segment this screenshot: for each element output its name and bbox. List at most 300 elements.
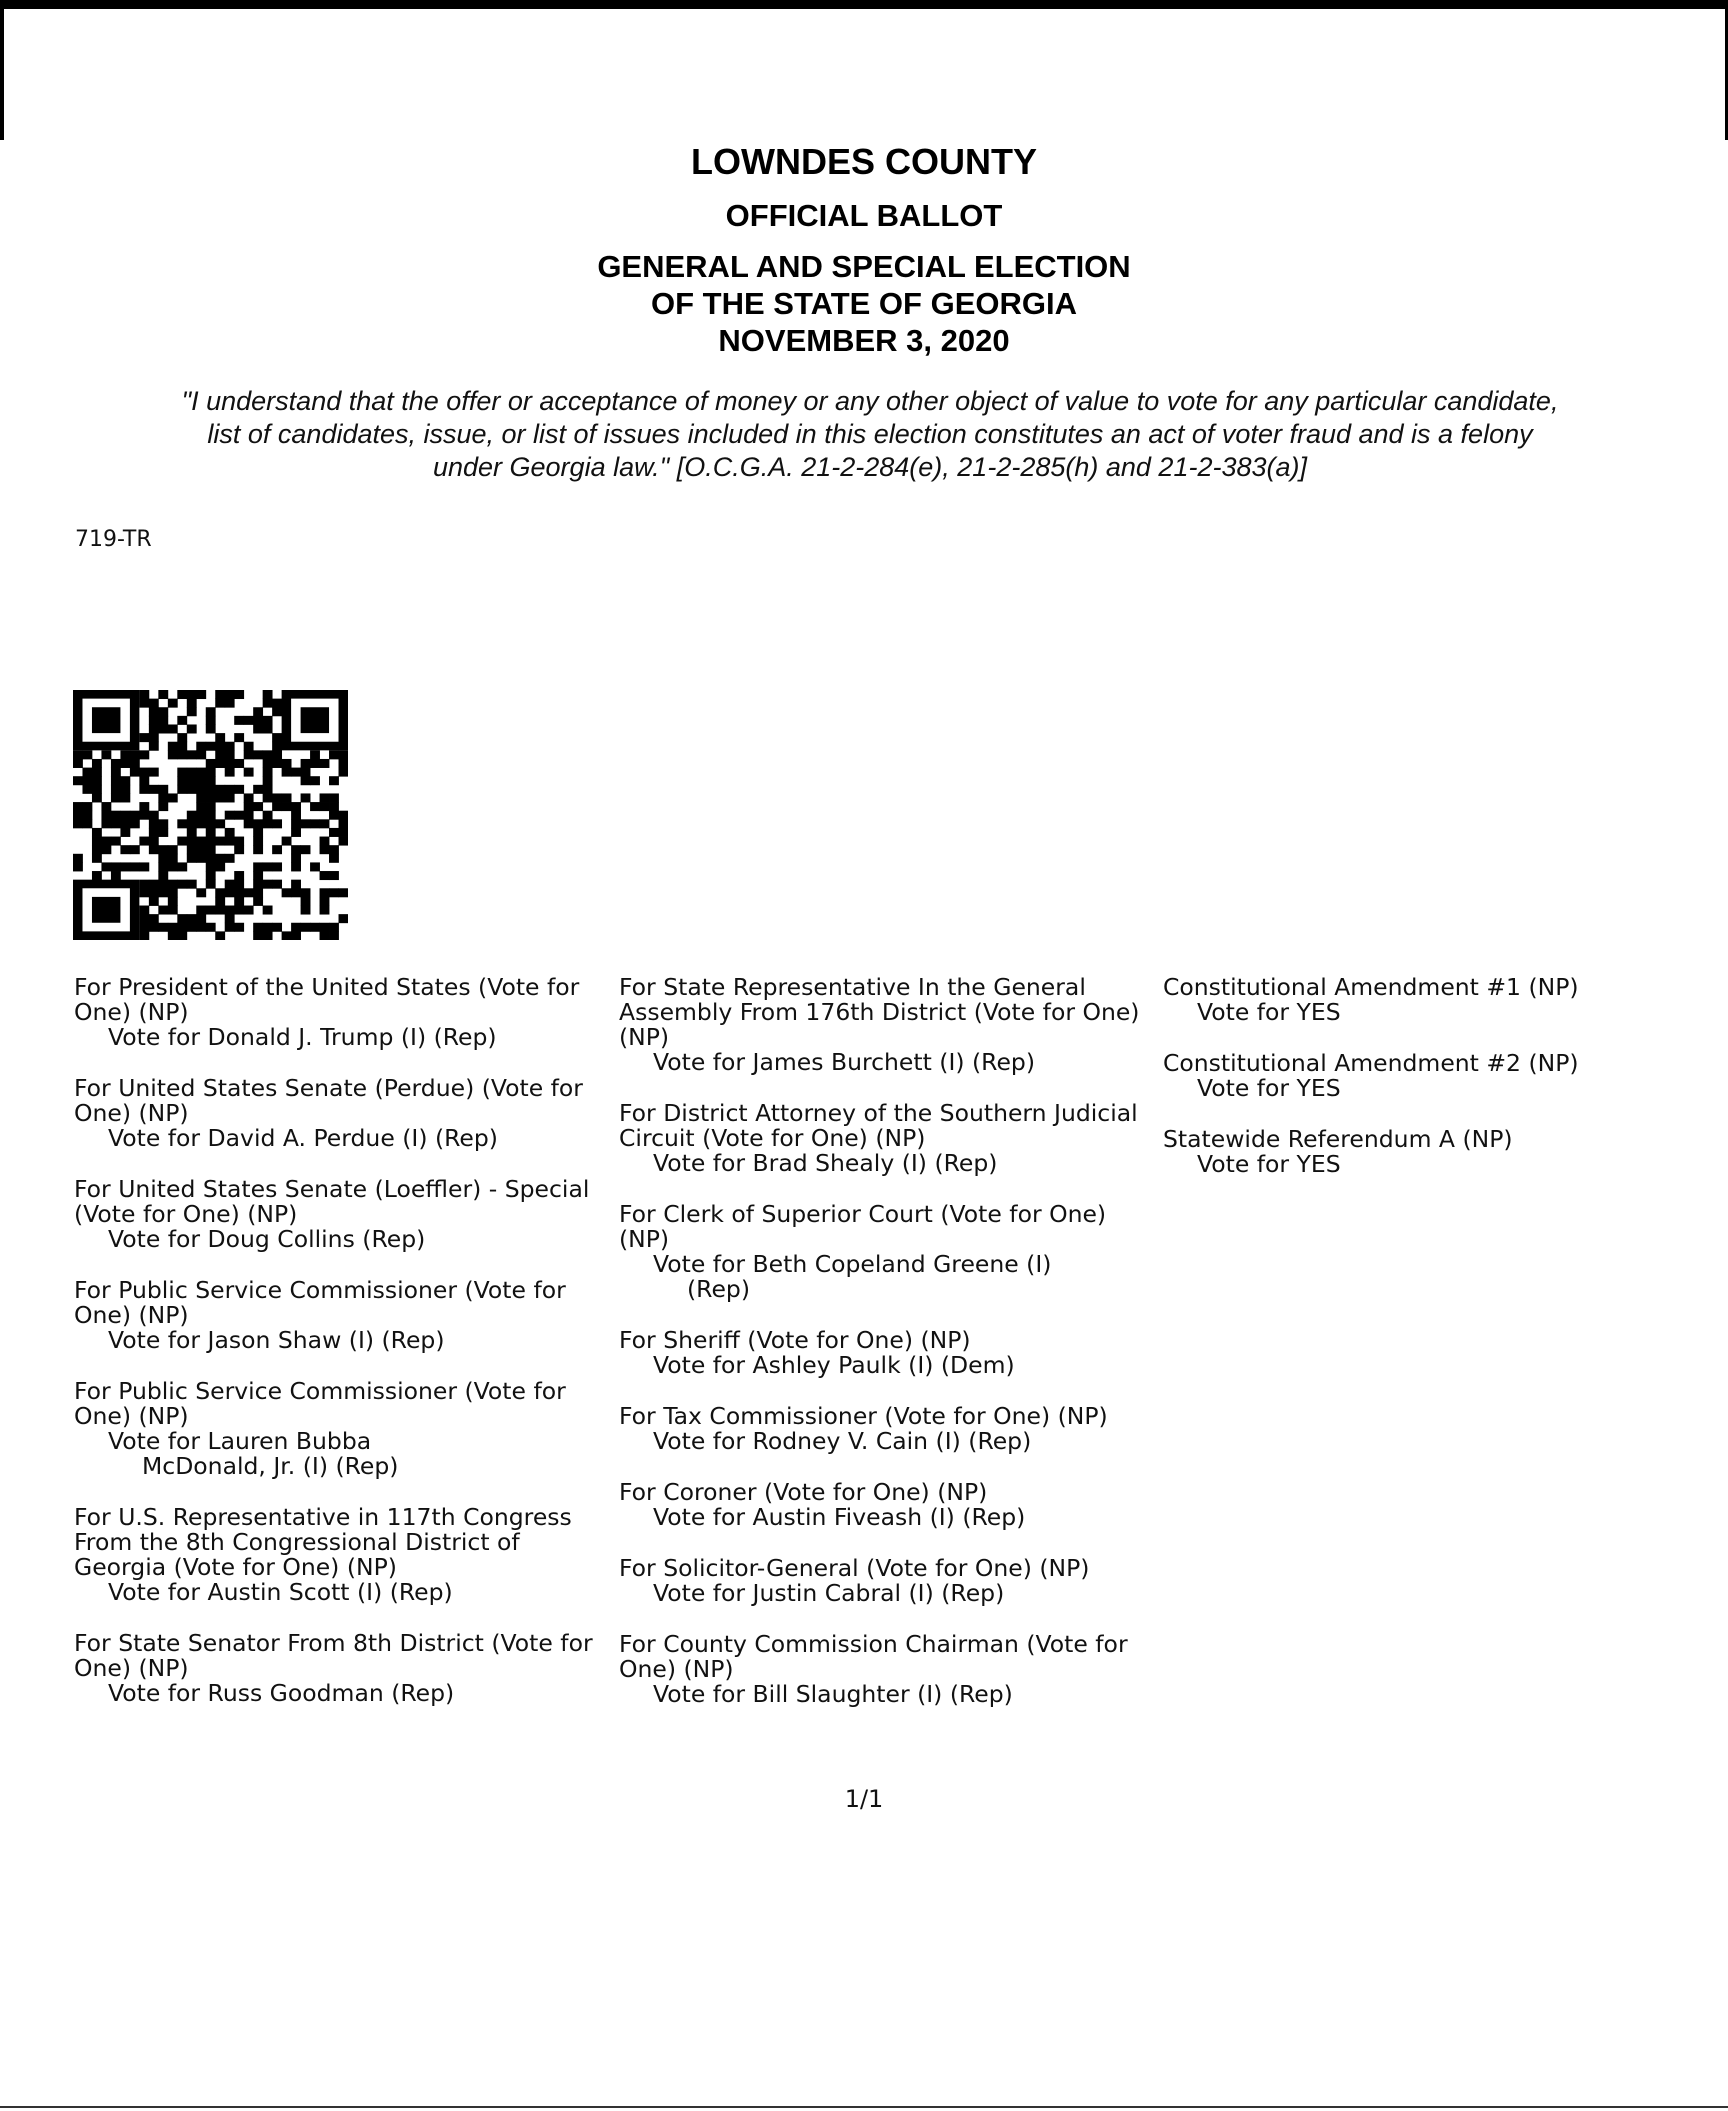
- contest-selection: Vote for David A. Perdue (I) (Rep): [108, 1124, 498, 1152]
- qr-module: [177, 690, 187, 699]
- qr-module: [120, 862, 130, 871]
- qr-module: [215, 733, 225, 742]
- qr-module: [234, 837, 244, 846]
- qr-module: [272, 923, 282, 932]
- qr-module: [320, 897, 330, 906]
- contest-title: For District Attorney of the Southern Judicial Circuit (Vote for One) (NP): [619, 1099, 1138, 1152]
- qr-module: [73, 759, 83, 768]
- qr-module: [225, 888, 235, 897]
- qr-module: [73, 862, 83, 871]
- contest-selection-continued: McDonald, Jr. (I) (Rep): [142, 1452, 399, 1480]
- qr-module: [187, 828, 197, 837]
- voter-fraud-statement: [60, 385, 1680, 484]
- ballot-code: 719-TR: [75, 527, 152, 552]
- qr-module: [225, 880, 235, 889]
- qr-module: [206, 871, 216, 880]
- election-date: NOVEMBER 3, 2020: [718, 323, 1010, 358]
- qr-module: [206, 837, 216, 846]
- qr-module: [120, 828, 130, 837]
- qr-module: [196, 923, 206, 932]
- qr-module: [234, 888, 244, 897]
- qr-module: [187, 837, 197, 846]
- qr-module: [206, 707, 216, 716]
- qr-module: [253, 931, 263, 940]
- qr-module: [329, 802, 339, 811]
- qr-module: [120, 793, 130, 802]
- qr-module: [225, 906, 235, 915]
- qr-module: [177, 768, 187, 777]
- qr-module: [130, 768, 140, 777]
- qr-module: [320, 819, 330, 828]
- qr-module: [263, 750, 273, 759]
- contest-title: Constitutional Amendment #2 (NP): [1163, 1049, 1579, 1077]
- qr-module: [73, 819, 83, 828]
- qr-module: [234, 906, 244, 915]
- qr-module: [187, 811, 197, 820]
- contest-title: For Public Service Commissioner (Vote for One) (NP): [74, 1276, 566, 1329]
- qr-module: [234, 733, 244, 742]
- qr-module: [168, 931, 178, 940]
- qr-module: [339, 759, 348, 768]
- qr-module: [158, 828, 168, 837]
- contest-selection: Vote for Austin Fiveash (I) (Rep): [653, 1503, 1026, 1531]
- page-number: 1/1: [844, 1785, 884, 1813]
- qr-module: [73, 854, 83, 863]
- qr-module: [187, 707, 197, 716]
- qr-module: [282, 793, 292, 802]
- qr-module: [111, 837, 121, 846]
- qr-module: [177, 750, 187, 759]
- qr-module: [244, 742, 254, 751]
- oath-line-1: "I understand that the offer or acceptance of money or any other object of value to vote for any particular candidate,: [181, 386, 1559, 416]
- contest-selection: Vote for Beth Copeland Greene (I): [653, 1250, 1052, 1278]
- qr-module: [120, 819, 130, 828]
- qr-module: [196, 845, 206, 854]
- qr-module: [177, 733, 187, 742]
- qr-module: [301, 906, 311, 915]
- election-name-line2: OF THE STATE OF GEORGIA: [651, 286, 1077, 321]
- qr-module: [263, 923, 273, 932]
- contest-item: [619, 1101, 1159, 1176]
- qr-module: [206, 776, 216, 785]
- qr-module: [139, 776, 149, 785]
- qr-module: [206, 768, 216, 777]
- qr-module: [139, 690, 149, 699]
- qr-module: [187, 785, 197, 794]
- qr-module: [101, 802, 111, 811]
- qr-module: [282, 768, 292, 777]
- qr-module: [215, 862, 225, 871]
- contest-column-3: [1163, 975, 1703, 1203]
- qr-module: [234, 897, 244, 906]
- qr-module: [244, 802, 254, 811]
- qr-module: [244, 819, 254, 828]
- qr-module: [168, 897, 178, 906]
- contest-selection: Vote for Donald J. Trump (I) (Rep): [108, 1023, 497, 1051]
- qr-module: [206, 819, 216, 828]
- qr-module: [196, 690, 206, 699]
- qr-module: [196, 785, 206, 794]
- qr-module: [339, 837, 348, 846]
- qr-module: [73, 811, 83, 820]
- qr-module: [291, 802, 301, 811]
- qr-module: [206, 716, 216, 725]
- contest-title: Statewide Referendum A (NP): [1163, 1125, 1513, 1153]
- qr-module: [206, 793, 216, 802]
- contest-selection: Vote for YES: [1197, 1150, 1341, 1178]
- qr-module: [320, 802, 330, 811]
- qr-module: [320, 931, 330, 940]
- qr-module: [244, 750, 254, 759]
- qr-module: [187, 923, 197, 932]
- qr-module: [301, 776, 311, 785]
- qr-module: [149, 716, 159, 725]
- qr-module: [263, 690, 273, 699]
- qr-module: [320, 906, 330, 915]
- qr-module: [158, 690, 168, 699]
- qr-module: [139, 931, 149, 940]
- qr-module: [253, 707, 263, 716]
- qr-module: [253, 923, 263, 932]
- qr-module: [168, 742, 178, 751]
- qr-module: [168, 750, 178, 759]
- qr-module: [130, 862, 140, 871]
- qr-module: [101, 750, 111, 759]
- qr-module: [149, 819, 159, 828]
- qr-module: [92, 793, 102, 802]
- qr-module: [215, 906, 225, 915]
- qr-module: [196, 819, 206, 828]
- contest-item: [619, 1328, 1159, 1378]
- qr-module: [168, 923, 178, 932]
- qr-module: [310, 759, 320, 768]
- qr-module: [225, 699, 235, 708]
- contest-item: [1163, 975, 1703, 1025]
- qr-module: [310, 776, 320, 785]
- qr-module: [234, 880, 244, 889]
- qr-module: [234, 811, 244, 820]
- qr-module: [120, 785, 130, 794]
- qr-finder-center: [301, 707, 329, 733]
- qr-module: [329, 845, 339, 854]
- qr-module: [253, 724, 263, 733]
- qr-module: [149, 811, 159, 820]
- scan-border-left: [0, 0, 4, 140]
- qr-module: [158, 923, 168, 932]
- qr-module: [320, 871, 330, 880]
- qr-module: [263, 811, 273, 820]
- qr-module: [206, 802, 216, 811]
- qr-module: [196, 750, 206, 759]
- qr-module: [111, 776, 121, 785]
- qr-module: [339, 828, 348, 837]
- qr-module: [329, 750, 339, 759]
- contest-item: [619, 1480, 1159, 1530]
- qr-module: [253, 888, 263, 897]
- qr-module: [177, 785, 187, 794]
- qr-module: [329, 828, 339, 837]
- qr-module: [92, 785, 102, 794]
- qr-module: [158, 888, 168, 897]
- qr-module: [111, 793, 121, 802]
- contest-item: [1163, 1051, 1703, 1101]
- qr-module: [215, 854, 225, 863]
- qr-module: [206, 923, 216, 932]
- qr-module: [272, 845, 282, 854]
- qr-module: [225, 768, 235, 777]
- qr-module: [225, 828, 235, 837]
- contest-item: [74, 1278, 614, 1353]
- qr-module: [168, 845, 178, 854]
- qr-module: [168, 888, 178, 897]
- qr-module: [301, 897, 311, 906]
- qr-module: [301, 759, 311, 768]
- qr-module: [339, 750, 348, 759]
- qr-module: [263, 880, 273, 889]
- qr-module: [168, 724, 178, 733]
- qr-module: [101, 819, 111, 828]
- qr-module: [225, 854, 235, 863]
- contest-selection: Vote for YES: [1197, 1074, 1341, 1102]
- qr-module: [339, 768, 348, 777]
- qr-module: [177, 914, 187, 923]
- qr-module: [120, 845, 130, 854]
- qr-module: [320, 793, 330, 802]
- qr-module: [206, 828, 216, 837]
- qr-module: [196, 742, 206, 751]
- qr-module: [158, 862, 168, 871]
- qr-module: [168, 880, 178, 889]
- qr-module: [263, 699, 273, 708]
- qr-module: [301, 845, 311, 854]
- qr-module: [263, 819, 273, 828]
- qr-module: [149, 914, 159, 923]
- qr-module: [320, 888, 330, 897]
- contest-selection: Vote for Austin Scott (I) (Rep): [108, 1578, 453, 1606]
- qr-module: [234, 785, 244, 794]
- qr-module: [225, 759, 235, 768]
- contest-item: [619, 1556, 1159, 1606]
- qr-module: [272, 802, 282, 811]
- qr-module: [215, 888, 225, 897]
- qr-module: [282, 802, 292, 811]
- qr-module: [253, 750, 263, 759]
- contest-selection: Vote for Ashley Paulk (I) (Dem): [653, 1351, 1015, 1379]
- qr-module: [196, 888, 206, 897]
- qr-module: [92, 828, 102, 837]
- qr-module: [149, 768, 159, 777]
- qr-module: [263, 768, 273, 777]
- qr-module: [168, 906, 178, 915]
- contest-item: [619, 1404, 1159, 1454]
- qr-module: [225, 914, 235, 923]
- qr-module: [168, 854, 178, 863]
- qr-module: [177, 716, 187, 725]
- qr-module: [329, 811, 339, 820]
- contest-title: For Clerk of Superior Court (Vote for One) (NP): [619, 1200, 1107, 1253]
- qr-module: [253, 802, 263, 811]
- contest-item: [74, 975, 614, 1050]
- qr-module: [177, 923, 187, 932]
- qr-module: [291, 888, 301, 897]
- qr-module: [253, 819, 263, 828]
- qr-module: [177, 931, 187, 940]
- qr-module: [244, 888, 254, 897]
- qr-module: [272, 793, 282, 802]
- qr-module: [234, 690, 244, 699]
- qr-module: [253, 716, 263, 725]
- qr-module: [73, 802, 83, 811]
- contest-title: For United States Senate (Loeffler) - Special (Vote for One) (NP): [74, 1175, 590, 1228]
- qr-module: [139, 888, 149, 897]
- qr-module: [215, 742, 225, 751]
- qr-module: [206, 811, 216, 820]
- qr-module: [168, 793, 178, 802]
- qr-module: [158, 906, 168, 915]
- qr-module: [225, 793, 235, 802]
- contest-item: [74, 1379, 614, 1479]
- qr-module: [92, 845, 102, 854]
- qr-finder-center: [92, 707, 120, 733]
- oath-line-2: list of candidates, issue, or list of issues included in this election constitutes an act of voter fraud and is a felony: [207, 419, 1533, 449]
- qr-module: [82, 811, 92, 820]
- qr-module: [263, 759, 273, 768]
- contest-column-1: [74, 975, 614, 1732]
- contest-item: [74, 1631, 614, 1706]
- qr-module: [158, 716, 168, 725]
- qr-module: [320, 837, 330, 846]
- qr-module: [139, 923, 149, 932]
- qr-module: [329, 871, 339, 880]
- contest-selection: Vote for Doug Collins (Rep): [108, 1225, 426, 1253]
- qr-module: [92, 776, 102, 785]
- qr-module: [234, 923, 244, 932]
- qr-module: [187, 699, 197, 708]
- qr-module: [272, 733, 282, 742]
- qr-module: [301, 888, 311, 897]
- qr-module: [187, 854, 197, 863]
- qr-module: [187, 750, 197, 759]
- qr-module: [244, 793, 254, 802]
- qr-module: [149, 845, 159, 854]
- qr-module: [158, 854, 168, 863]
- qr-module: [263, 931, 273, 940]
- oath-line-3: under Georgia law." [O.C.G.A. 21-2-284(e), 21-2-285(h) and 21-2-383(a)]: [432, 452, 1308, 482]
- qr-module: [149, 785, 159, 794]
- contest-title: For State Senator From 8th District (Vote for One) (NP): [74, 1629, 593, 1682]
- qr-module: [282, 888, 292, 897]
- qr-module: [253, 880, 263, 889]
- qr-module: [215, 690, 225, 699]
- qr-module: [149, 699, 159, 708]
- qr-module: [149, 733, 159, 742]
- qr-module: [187, 768, 197, 777]
- contest-title: For Public Service Commissioner (Vote for One) (NP): [74, 1377, 566, 1430]
- qr-module: [263, 793, 273, 802]
- qr-module: [168, 862, 178, 871]
- qr-module: [215, 759, 225, 768]
- contest-selection: Vote for Rodney V. Cain (I) (Rep): [653, 1427, 1032, 1455]
- qr-module: [301, 923, 311, 932]
- qr-module: [130, 759, 140, 768]
- qr-module: [196, 914, 206, 923]
- qr-module: [206, 785, 216, 794]
- qr-module: [234, 871, 244, 880]
- qr-module: [301, 819, 311, 828]
- qr-module: [158, 845, 168, 854]
- qr-module: [253, 837, 263, 846]
- contest-item: [619, 1632, 1159, 1707]
- qr-module: [263, 785, 273, 794]
- qr-module: [215, 897, 225, 906]
- contest-selection: Vote for YES: [1197, 998, 1341, 1026]
- qr-module: [158, 880, 168, 889]
- qr-module: [253, 862, 263, 871]
- contest-title: For Coroner (Vote for One) (NP): [619, 1478, 988, 1506]
- qr-module: [272, 699, 282, 708]
- qr-module: [263, 906, 273, 915]
- contest-selection: Vote for Russ Goodman (Rep): [108, 1679, 455, 1707]
- qr-module: [263, 862, 273, 871]
- qr-module: [272, 750, 282, 759]
- qr-module: [234, 845, 244, 854]
- contest-selection: Vote for James Burchett (I) (Rep): [653, 1048, 1036, 1076]
- qr-module: [120, 759, 130, 768]
- qr-module: [73, 776, 83, 785]
- qr-module: [206, 880, 216, 889]
- qr-module: [101, 837, 111, 846]
- qr-code: [73, 690, 348, 940]
- qr-module: [196, 768, 206, 777]
- qr-module: [339, 819, 348, 828]
- qr-module: [291, 828, 301, 837]
- qr-module: [177, 776, 187, 785]
- qr-module: [187, 776, 197, 785]
- qr-module: [187, 880, 197, 889]
- qr-module: [272, 880, 282, 889]
- qr-module: [82, 750, 92, 759]
- qr-module: [291, 880, 301, 889]
- contest-selection: Vote for Jason Shaw (I) (Rep): [108, 1326, 445, 1354]
- qr-module: [244, 906, 254, 915]
- qr-module: [320, 759, 330, 768]
- contest-title: For Sheriff (Vote for One) (NP): [619, 1326, 971, 1354]
- qr-module: [196, 906, 206, 915]
- qr-module: [329, 931, 339, 940]
- qr-module: [272, 759, 282, 768]
- contest-title: For Solicitor-General (Vote for One) (NP): [619, 1554, 1090, 1582]
- qr-module: [130, 819, 140, 828]
- qr-module: [253, 785, 263, 794]
- qr-module: [149, 923, 159, 932]
- qr-module: [92, 854, 102, 863]
- qr-module: [158, 707, 168, 716]
- qr-module: [291, 862, 301, 871]
- qr-module: [187, 819, 197, 828]
- contest-title: For United States Senate (Perdue) (Vote for One) (NP): [74, 1074, 583, 1127]
- county-title: LOWNDES COUNTY: [691, 141, 1037, 182]
- qr-module: [196, 854, 206, 863]
- qr-module: [139, 750, 149, 759]
- qr-module: [196, 811, 206, 820]
- qr-module: [120, 776, 130, 785]
- qr-module: [82, 768, 92, 777]
- qr-module: [301, 793, 311, 802]
- qr-module: [206, 759, 216, 768]
- qr-module: [225, 923, 235, 932]
- qr-module: [310, 923, 320, 932]
- qr-module: [206, 742, 216, 751]
